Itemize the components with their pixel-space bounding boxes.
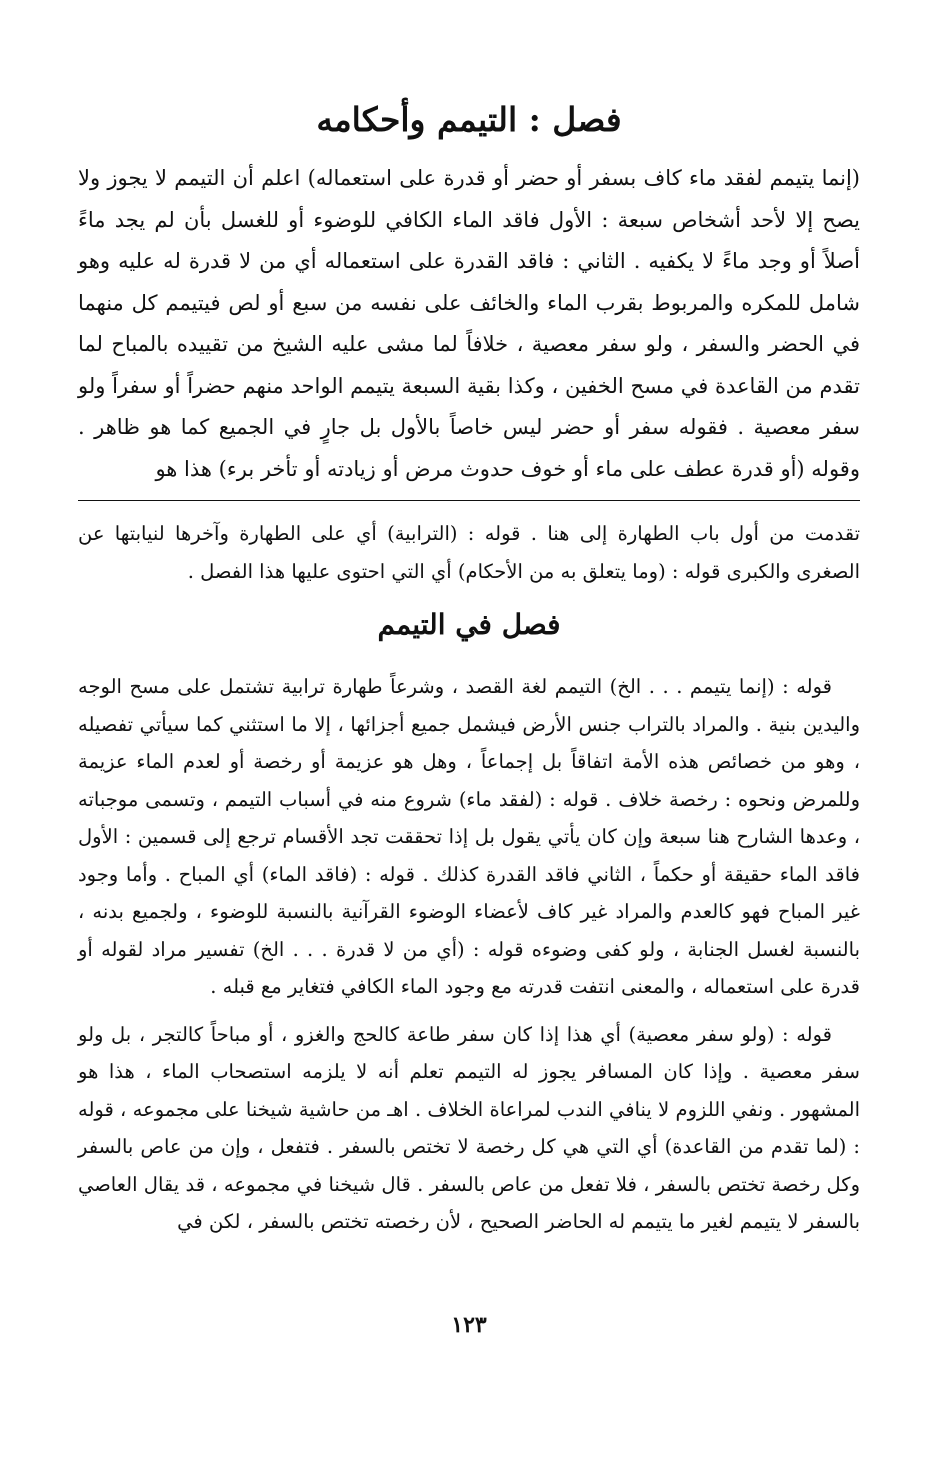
commentary-paragraph-2: قوله : (ولو سفر معصية) أي هذا إذا كان سفر طاعة كالحج والغزو ، أو مباحاً كالتجر ، بل ولو سفر معصية . وإذا كان المسافر يجوز له التيمم تعلم أنه لا يلزمه استصحاب الماء ، هذا هو المشهور . ونفي اللزوم لا ينافي الندب لمراعاة الخلاف . اهـ من حاشية شيخنا على مجموعه ، قوله : (لما تقدم من القاعدة) أي التي هي كل رخصة لا تختص بالسفر . فتفعل ، وإن من عاص بالسفر وكل رخصة تختص بالسفر ، فلا تفعل من عاص بالسفر . قال شيخنا في مجموعه ، قد يقال العاصي بالسفر لا يتيمم لغير ما يتيمم له الحاضر الصحيح ، لأن رخصته تختص بالسفر ، لكن في (78, 1022, 860, 1233)
section-title: فصل في التيمم (377, 608, 561, 641)
commentary-paragraph-1: قوله : (إنما يتيمم . . . الخ) التيمم لغة القصد ، وشرعاً طهارة ترابية تشتمل على مسح الوجه واليدين بنية . والمراد بالتراب جنس الأرض فيشمل جميع أجزائها ، إلا ما استثني كما سيأتي تفصيله ، وهو من خصائص هذه الأمة اتفاقاً بل إجماعاً ، وهل هو عزيمة أو رخصة أو لعدم الماء عزيمة وللمرض ونحوه : رخصة خلاف . قوله : (لفقد ماء) شروع منه في أسباب التيمم ، وتسمى موجباته ، وعدها الشارح هنا سبعة وإن كان يأتي يقول بل إذا تحققت تجد الأقسام ترجع إلى قسمين : الأول فاقد الماء حقيقة أو حكماً ، الثاني فاقد القدرة كذلك . قوله : (فاقد الماء) أي المباح . وأما وجود غير المباح فهو كالعدم والمراد غير كاف لأعضاء الوضوء القرآنية بالنسبة للوضوء ، ولجميع بدنه ، بالنسبة لغسل الجنابة ، ولو كفى وضوءه قوله : (أي من لا قدرة . . . الخ) تفسير مراد لقوله أو قدرة على استعماله ، والمعنى انتفت قدرته مع وجود الماء الكافي فتغاير مع قبله . (78, 675, 860, 998)
commentary-carryover: تقدمت من أول باب الطهارة إلى هنا . قوله : (الترابية) أي على الطهارة وآخرها لنيابتها عن الصغرى والكبرى قوله : (وما يتعلق به من الأحكام) أي التي احتوى عليها هذا الفصل . (78, 522, 860, 583)
main-text-block (78, 158, 860, 490)
page-number: ١٢٣ (451, 1312, 487, 1338)
footnote-divider (78, 500, 860, 501)
main-text-paragraph: (إنما يتيمم لفقد ماء كاف بسفر أو حضر أو قدرة على استعماله) اعلم أن التيمم لا يجوز ولا يصح إلا لأحد أشخاص سبعة : الأول فاقد الماء الكافي للوضوء أو للغسل بأن لم يجد ماءً أصلاً أو وجد ماءً لا يكفيه . الثاني : فاقد القدرة على استعماله أي من لا قدرة له عليه وهو شامل للمكره والمربوط بقرب الماء والخائف على نفسه من سبع أو لص فيتيمم كل منهما في الحضر والسفر ، ولو سفر معصية ، خلافاً لما مشى عليه الشيخ من تقييده بالمباح لما تقدم من القاعدة في مسح الخفين ، وكذا بقية السبعة يتيمم الواحد منهم حضراً أو سفراً ولو سفر معصية . فقوله سفر أو حضر ليس خاصاً بالأول بل جارٍ في الجميع كما هو ظاهر . وقوله (أو قدرة عطف على ماء أو خوف حدوث مرض أو زيادته أو تأخر برء) هذا هو (78, 166, 860, 481)
commentary-block (78, 515, 860, 1241)
chapter-title: فصل : التيمم وأحكامه (316, 100, 622, 139)
